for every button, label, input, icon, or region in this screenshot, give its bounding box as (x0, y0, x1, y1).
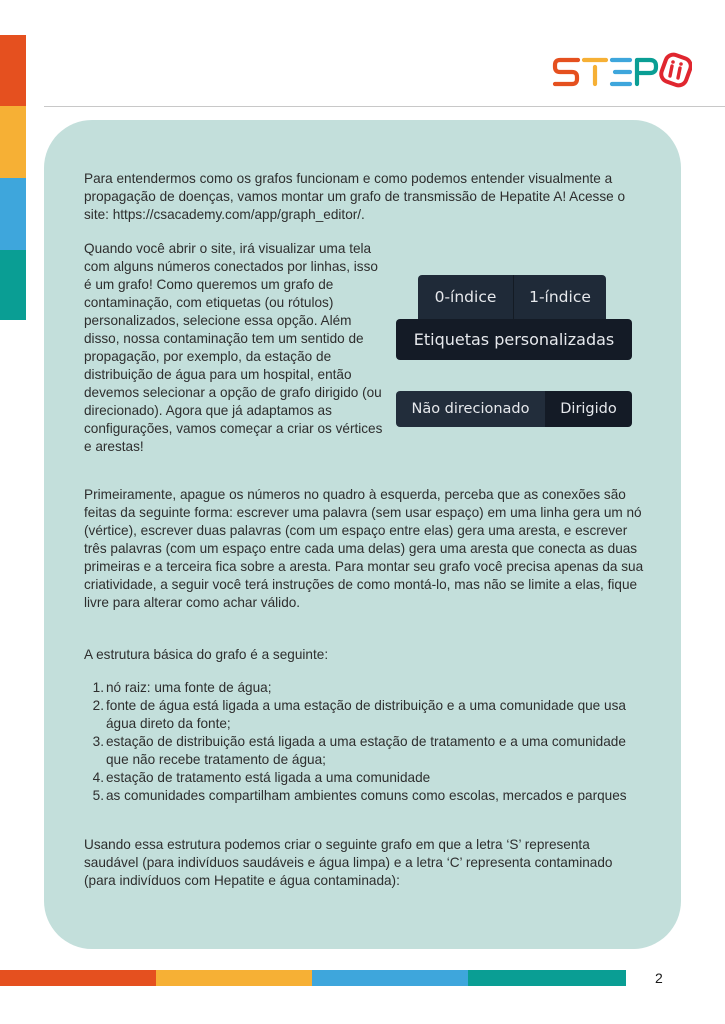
header-divider (44, 106, 725, 107)
list-text: fonte de água está ligada a uma estação de distribuição e a uma comunidade que usa água direto da fonte; (106, 698, 626, 731)
list-text: estação de tratamento está ligada a uma comunidade (106, 770, 431, 785)
logo-letter-t (584, 60, 606, 84)
footer-bar-orange (0, 970, 156, 986)
list-text: as comunidades compartilham ambientes comuns como escolas, mercados e parques (106, 788, 627, 803)
side-color-bar (0, 35, 26, 320)
list-number: 4. (92, 770, 104, 785)
list-text: estação de distribuição está ligada a uma estação de tratamento e a uma comunidade que não recebe tratamento de água; (106, 734, 626, 767)
side-bar-orange (0, 35, 26, 106)
direction-option-group (396, 391, 632, 427)
logo-badge-icon (659, 52, 692, 87)
undirected-button[interactable]: Não direcionado (396, 391, 545, 427)
list-item (84, 679, 644, 697)
step-logo (552, 50, 692, 92)
list-item (84, 787, 644, 805)
list-item (84, 769, 644, 787)
structure-list (84, 679, 644, 805)
side-bar-blue (0, 178, 26, 250)
one-index-button[interactable]: 1-índice (514, 275, 606, 319)
footer-bar-yellow (156, 970, 312, 986)
setup-paragraph: Quando você abrir o site, irá visualizar uma tela com alguns números conectados por linhas, isso é um grafo! Como queremos um grafo de contaminação, com etiquetas (ou rótulos) personalizados, selecione essa opção. Além disso, nossa contaminação tem um sentido de propagação, por exemplo, da estação de distribuição de água para um hospital, então devemos selecionar a opção de grafo dirigido (ou direcionado). Agora que já adaptamos as configurações, vamos começar a criar os vértices e arestas! (84, 241, 383, 454)
list-number: 2. (92, 698, 104, 713)
list-number: 1. (92, 680, 104, 695)
intro-paragraph: Para entendermos como os grafos funcionam e como podemos entender visualmente a propagação de doenças, vamos montar um grafo de transmissão de Hepatite A! Acesse o site: https://csacademy.com/app/graph_editor/. (84, 171, 626, 222)
footer-color-bar (0, 970, 626, 986)
logo-letter-s (555, 60, 578, 84)
custom-labels-button[interactable]: Etiquetas personalizadas (396, 319, 632, 360)
list-item (84, 733, 644, 769)
zero-index-button[interactable]: 0-índice (418, 275, 514, 319)
index-option-group (418, 275, 606, 319)
side-bar-yellow (0, 106, 26, 178)
footer-bar-teal (468, 970, 626, 986)
list-text: nó raiz: uma fonte de água; (106, 680, 272, 695)
side-bar-teal (0, 250, 26, 320)
list-number: 5. (92, 788, 104, 803)
footer-bar-blue (312, 970, 468, 986)
instructions-paragraph: Primeiramente, apague os números no quadro à esquerda, perceba que as conexões são feitas da seguinte forma: escrever uma palavra (sem usar espaço) em uma linha gera um nó (vértice), escrever duas palavras (com um espaço entre elas) gera uma aresta, e escrever três palavras (com um espaço entre cada uma delas) gera uma aresta que conecta as duas primeiras e a terceira fica sobre a aresta. Para montar seu grafo você precisa apenas da sua criatividade, a seguir você terá instruções de como montá-lo, mas não se limite a elas, fique livre para alterar como achar válido. (84, 487, 644, 610)
list-number: 3. (92, 734, 104, 749)
list-item (84, 697, 644, 733)
page-number: 2 (655, 970, 663, 986)
closing-paragraph: Usando essa estrutura podemos criar o seguinte grafo em que a letra ‘S’ representa saudável (para indivíduos saudáveis e água limpa) e a letra ‘C’ representa contaminado (para indivíduos com Hepatite e água contaminada): (84, 837, 613, 888)
logo-letter-e (612, 60, 630, 84)
structure-intro: A estrutura básica do grafo é a seguinte: (84, 647, 329, 662)
logo-letter-p (637, 60, 656, 84)
directed-button[interactable]: Dirigido (545, 391, 632, 427)
